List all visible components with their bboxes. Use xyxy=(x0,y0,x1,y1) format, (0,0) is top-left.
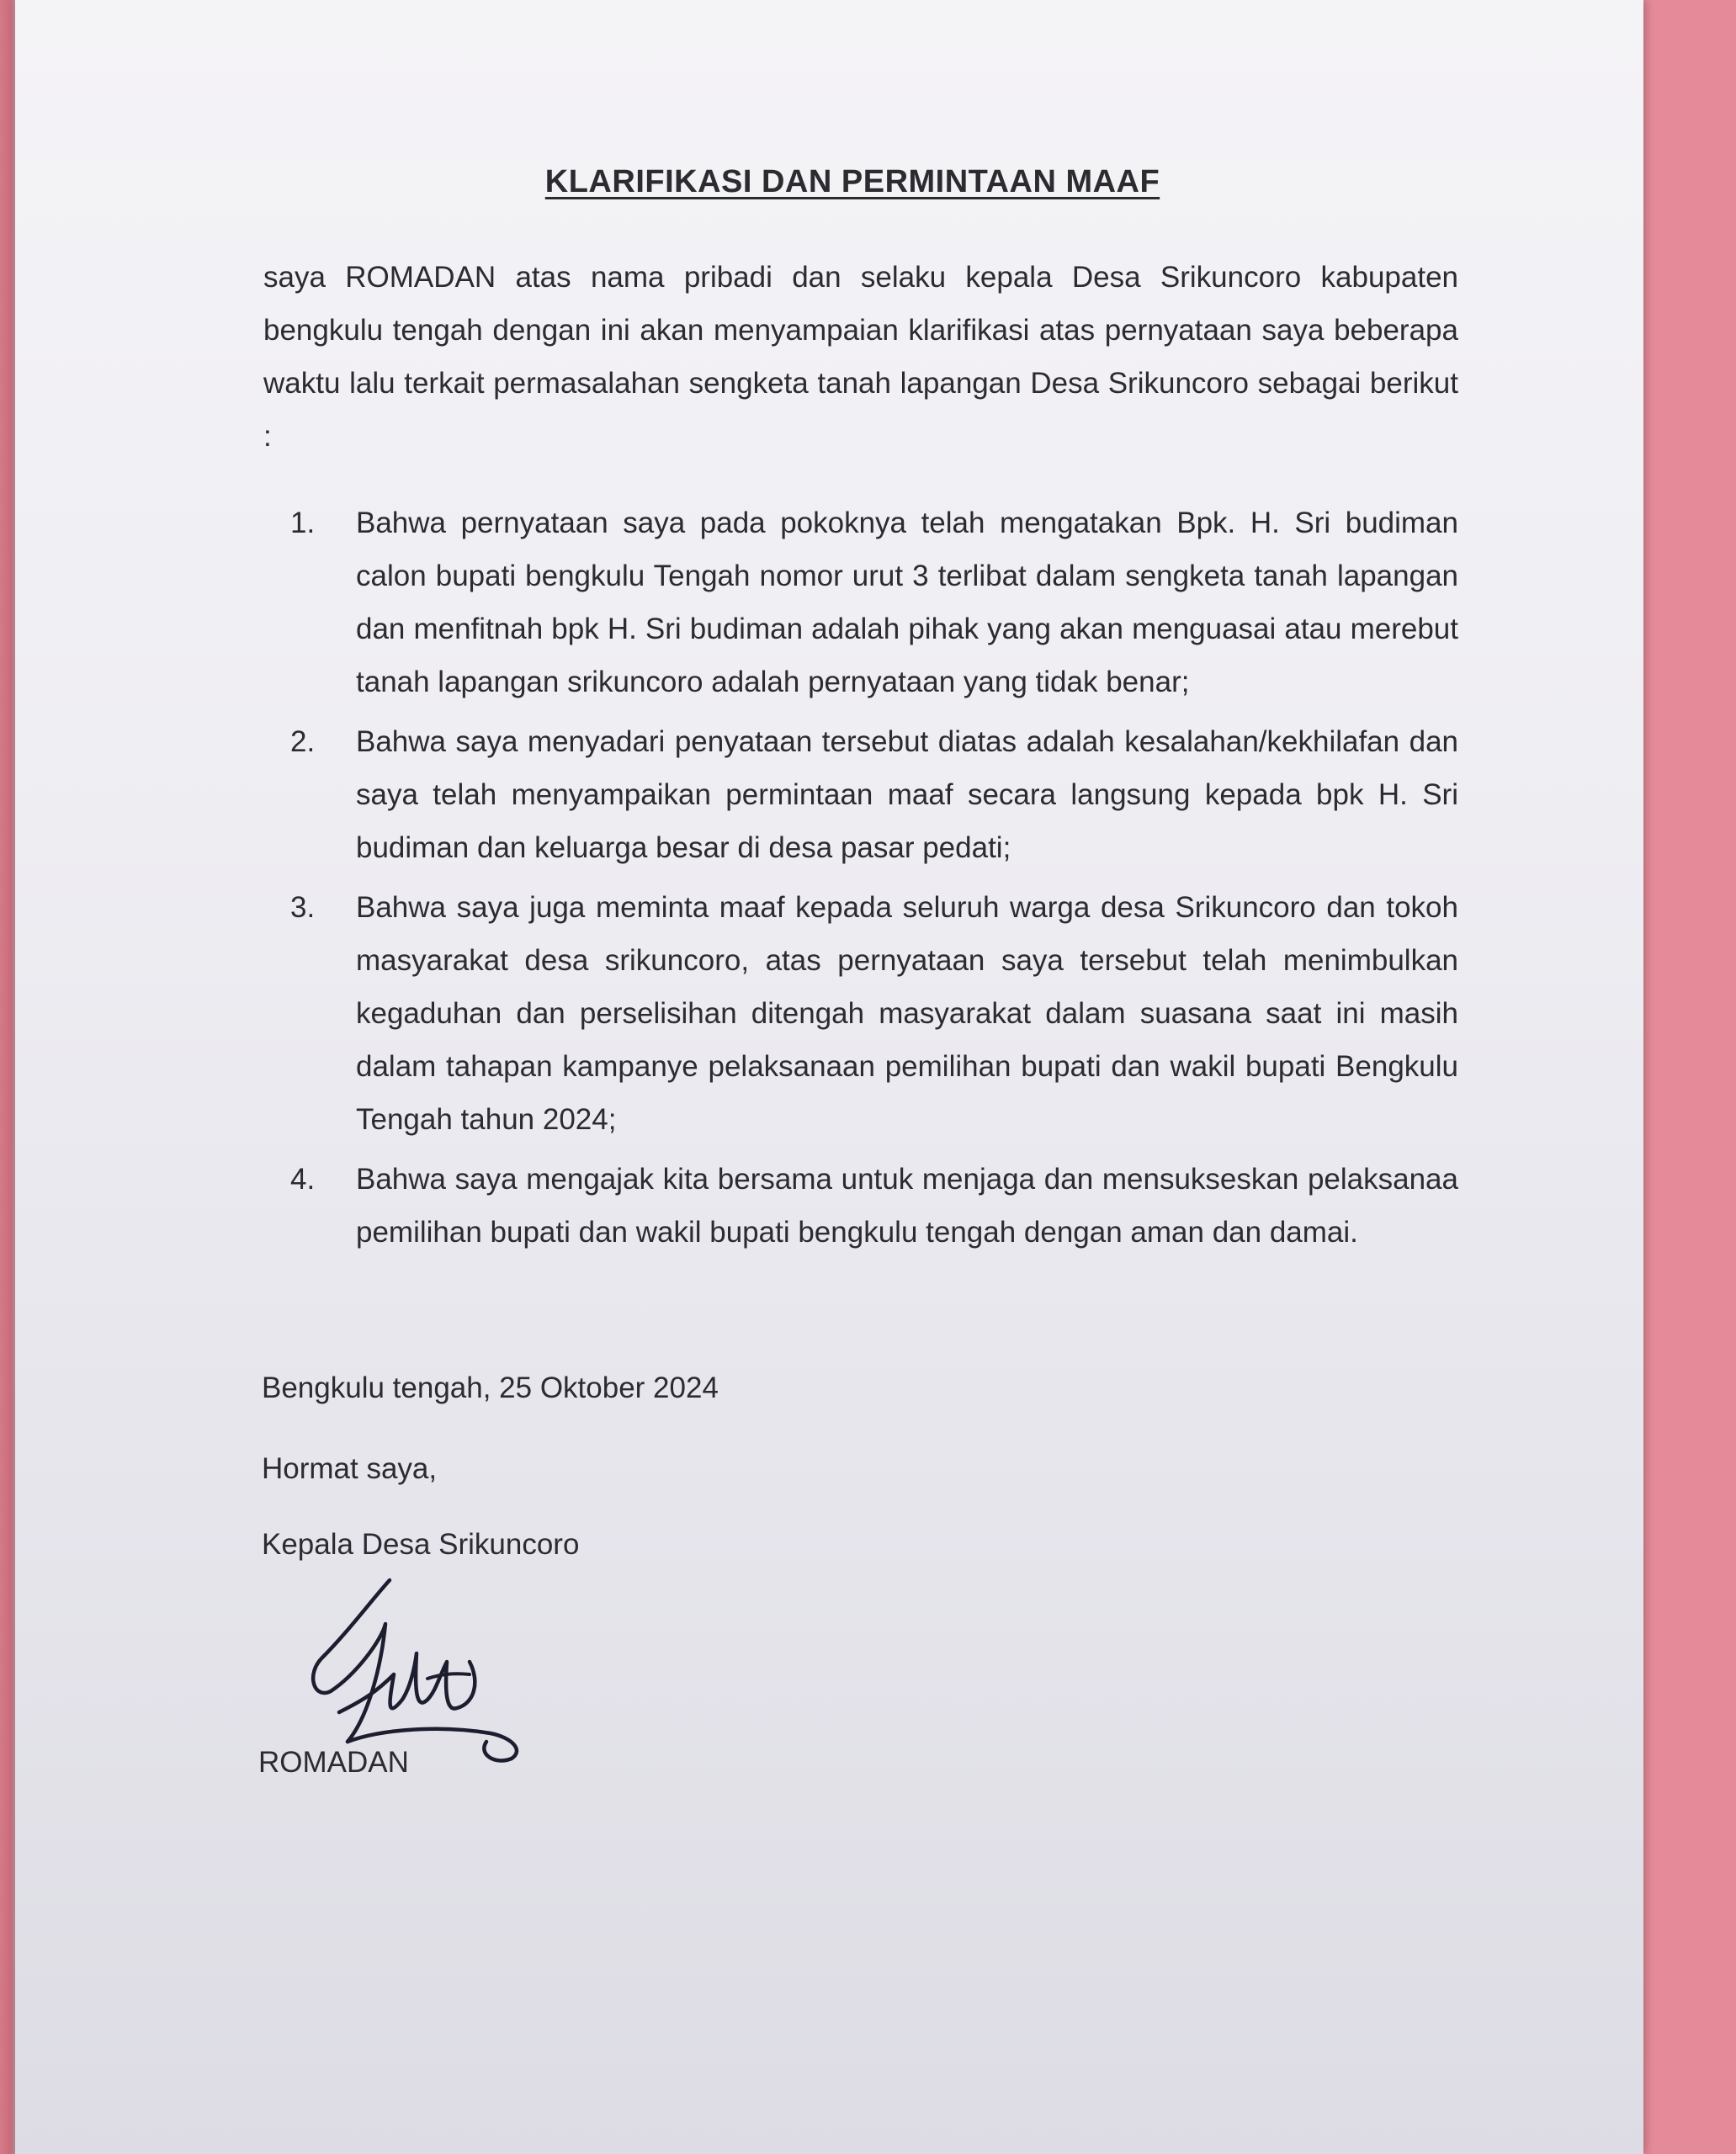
statement-item-3 xyxy=(290,881,1458,1146)
statement-item-2 xyxy=(290,715,1458,874)
letter-content xyxy=(247,164,1458,1780)
statement-number: 3. xyxy=(290,891,316,924)
handwritten-signature xyxy=(289,1573,541,1771)
statement-number: 2. xyxy=(290,725,316,758)
statement-text: Bahwa saya juga meminta maaf kepada seluruh warga desa Srikuncoro dan tokoh masyarakat desa srikuncoro, atas pernyataan saya tersebut telah menimbulkan kegaduhan dan perselisihan ditengah masyarakat dalam suasana saat ini masih dalam tahapan kampanye pelaksanaan pemilihan bupati dan wakil bupati Bengkulu Tengah tahun 2024; xyxy=(356,891,1458,1136)
signature-icon xyxy=(289,1573,541,1771)
statement-item-1 xyxy=(290,496,1458,708)
statement-text: Bahwa saya mengajak kita bersama untuk menjaga dan mensukseskan pelaksanaa pemilihan bupati dan wakil bupati bengkulu tengah dengan aman dan damai. xyxy=(356,1163,1458,1249)
signer-position: Kepala Desa Srikuncoro xyxy=(262,1528,580,1561)
statement-text: Bahwa saya menyadari penyataan tersebut diatas adalah kesalahan/kekhilafan dan saya telah menyampaikan permintaan maaf secara langsung kepada bpk H. Sri budiman dan keluarga besar di desa pasar pedati; xyxy=(356,725,1458,864)
place-and-date: Bengkulu tengah, 25 Oktober 2024 xyxy=(262,1371,719,1404)
statement-list xyxy=(247,496,1458,1259)
intro-paragraph: saya ROMADAN atas nama pribadi dan selaku kepala Desa Srikuncoro kabupaten bengkulu tengah dengan ini akan menyampaian klarifikasi atas pernyataan saya beberapa waktu lalu terkait permasalahan sengketa tanah lapangan Desa Srikuncoro sebagai berikut : xyxy=(263,261,1458,453)
statement-number: 1. xyxy=(290,507,316,539)
closing-regards: Hormat saya, xyxy=(262,1452,438,1485)
statement-item-4 xyxy=(290,1153,1458,1259)
statement-text: Bahwa pernyataan saya pada pokoknya telah mengatakan Bpk. H. Sri budiman calon bupati bengkulu Tengah nomor urut 3 terlibat dalam sengketa tanah lapangan dan menfitnah bpk H. Sri budiman adalah pihak yang akan menguasai atau merebut tanah lapangan srikuncoro adalah pernyataan yang tidak benar; xyxy=(356,507,1458,698)
statement-number: 4. xyxy=(290,1163,316,1196)
letter-title: KLARIFIKASI DAN PERMINTAAN MAAF xyxy=(544,164,1160,199)
letter-paper xyxy=(15,0,1643,2154)
signer-name: ROMADAN xyxy=(258,1746,409,1779)
